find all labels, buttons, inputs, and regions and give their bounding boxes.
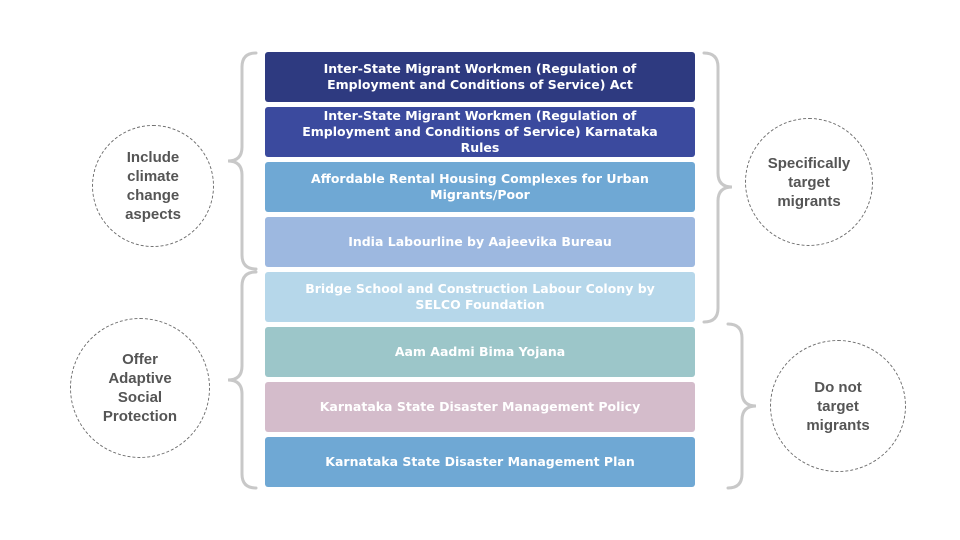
brace-adaptive bbox=[228, 272, 256, 488]
policy-box-isimw-act bbox=[265, 52, 695, 102]
group-label-climate: Include climate change aspects bbox=[125, 149, 181, 223]
policy-box-ksdm-plan bbox=[265, 437, 695, 487]
policy-box-isimw-karnataka-rules bbox=[265, 107, 695, 157]
policy-label: Bridge School and Construction Labour Colony by SELCO Foundation bbox=[305, 281, 655, 312]
group-circle-target bbox=[745, 118, 873, 246]
brace-target bbox=[704, 53, 732, 322]
policy-box-ksdm-policy bbox=[265, 382, 695, 432]
brace-climate bbox=[228, 53, 256, 269]
policy-label: Karnataka State Disaster Management Plan bbox=[325, 454, 635, 469]
group-circle-non-target bbox=[770, 340, 906, 472]
policy-label: Affordable Rental Housing Complexes for Urban Migrants/Poor bbox=[311, 171, 649, 202]
policy-box-bridge-school bbox=[265, 272, 695, 322]
policy-box-arhc bbox=[265, 162, 695, 212]
policy-label: Aam Aadmi Bima Yojana bbox=[394, 344, 566, 359]
group-circle-climate bbox=[92, 125, 214, 247]
policy-label: Inter-State Migrant Workmen (Regulation of Employment and Conditions of Service) Act bbox=[323, 61, 637, 92]
group-label-target: Specifically target migrants bbox=[767, 154, 851, 210]
group-label-adaptive: Offer Adaptive Social Protection bbox=[102, 351, 178, 425]
policy-label: Inter-State Migrant Workmen (Regulation of Employment and Conditions of Service) Karnataka Rules bbox=[302, 108, 658, 155]
brace-non-target bbox=[728, 324, 756, 488]
group-circle-adaptive bbox=[70, 318, 210, 458]
policy-box-aam-aadmi-bima bbox=[265, 327, 695, 377]
policy-label: Karnataka State Disaster Management Policy bbox=[319, 399, 641, 414]
policy-label: India Labourline by Aajeevika Bureau bbox=[348, 234, 612, 249]
group-label-non-target: Do not target migrants bbox=[806, 378, 870, 434]
policy-box-india-labourline bbox=[265, 217, 695, 267]
